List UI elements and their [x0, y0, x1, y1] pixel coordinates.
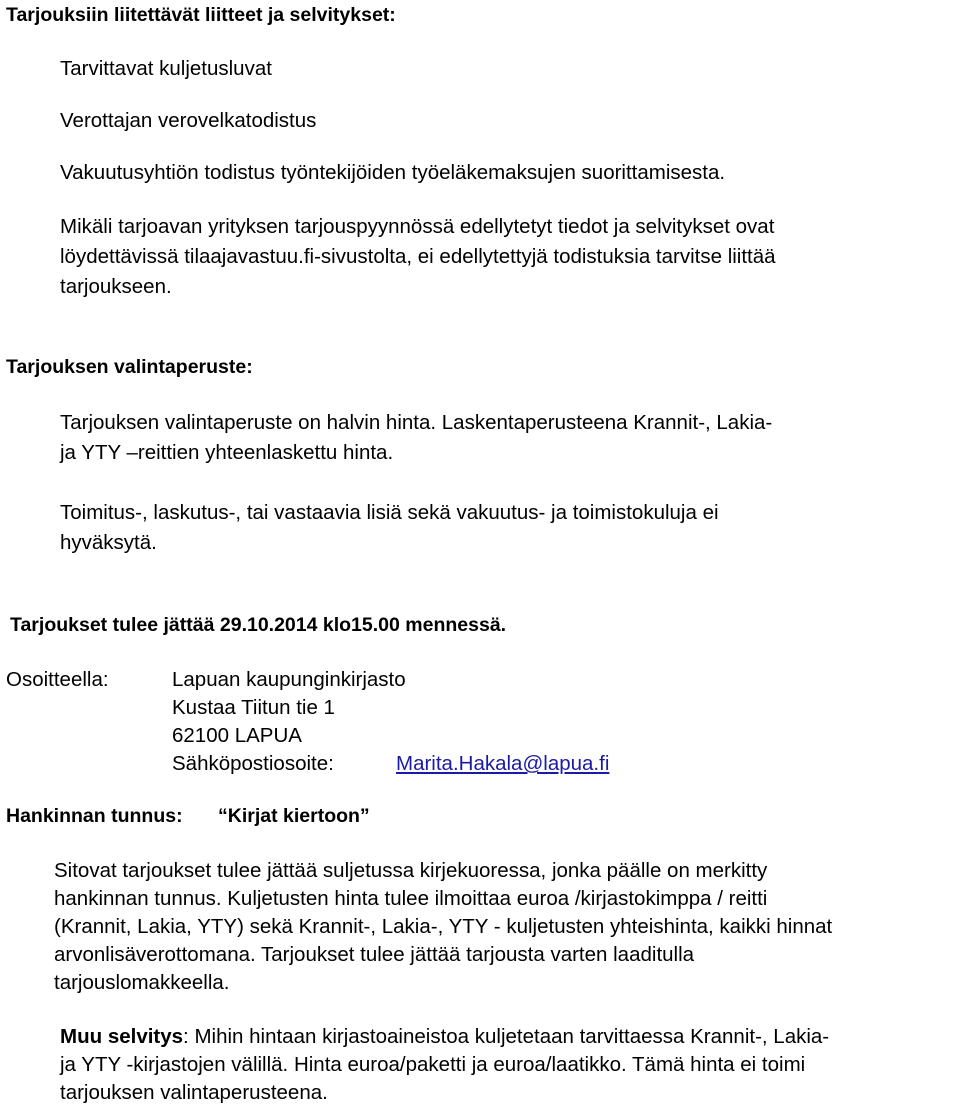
instructions-line: (Krannit, Lakia, YTY) sekä Krannit-, Lakia-, YTY - kuljetusten yhteishinta, kaikki hinnat [54, 915, 833, 938]
address-label: Osoitteella: [6, 668, 109, 691]
attachments-note-line: Mikäli tarjoavan yrityksen tarjouspyynnössä edellytetyt tiedot ja selvitykset ovat [60, 215, 775, 238]
deadline-text: Tarjoukset tulee jättää 29.10.2014 klo15.00 mennessä. [10, 614, 507, 636]
attachment-item: Verottajan verovelkatodistus [60, 109, 317, 132]
criteria-line: hyväksytä. [60, 531, 157, 554]
criteria-line: Tarjouksen valintaperuste on halvin hinta. Laskentaperusteena Krannit-, Lakia- [60, 411, 773, 434]
attachment-item: Tarvittavat kuljetusluvat [60, 57, 272, 80]
instructions-line: Sitovat tarjoukset tulee jättää suljetussa kirjekuoressa, jonka päälle on merkitty [54, 859, 768, 882]
other-line: ja YTY -kirjastojen välillä. Hinta euroa/paketti ja euroa/laatikko. Tämä hinta ei toimi [60, 1053, 806, 1076]
instructions-line: arvonlisäverottomana. Tarjoukset tulee jättää tarjousta varten laaditulla [54, 943, 695, 966]
other-line [60, 1024, 829, 1050]
email-label: Sähköpostiosoite: [172, 752, 334, 775]
instructions-line: tarjouslomakkeella. [54, 971, 230, 994]
email-link[interactable]: Marita.Hakala@lapua.fi [396, 752, 610, 775]
criteria-line: ja YTY –reittien yhteenlaskettu hinta. [60, 441, 394, 464]
procurement-value: “Kirjat kiertoon” [218, 805, 370, 827]
attachments-heading: Tarjouksiin liitettävät liitteet ja selvitykset: [6, 4, 396, 26]
procurement-label: Hankinnan tunnus: [6, 805, 183, 827]
criteria-line: Toimitus-, laskutus-, tai vastaavia lisiä sekä vakuutus- ja toimistokuluja ei [60, 501, 719, 524]
address-line: Lapuan kaupunginkirjasto [172, 668, 406, 691]
attachment-item: Vakuutusyhtiön todistus työntekijöiden työeläkemaksujen suorittamisesta. [60, 161, 726, 184]
criteria-heading: Tarjouksen valintaperuste: [6, 356, 253, 378]
other-label: Muu selvitys [60, 1025, 184, 1048]
other-line-rest: : Mihin hintaan kirjastoaineistoa kuljetetaan tarvittaessa Krannit-, Lakia- [183, 1025, 830, 1048]
instructions-line: hankinnan tunnus. Kuljetusten hinta tulee ilmoittaa euroa /kirjastokimppa / reitti [54, 887, 768, 910]
attachments-note-line: tarjoukseen. [60, 275, 172, 298]
other-line: tarjouksen valintaperusteena. [60, 1081, 328, 1104]
address-line: 62100 LAPUA [172, 724, 302, 747]
address-line: Kustaa Tiitun tie 1 [172, 696, 335, 719]
attachments-note-line: löydettävissä tilaajavastuu.fi-sivustolta, ei edellytettyjä todistuksia tarvitse liittää [60, 245, 776, 268]
